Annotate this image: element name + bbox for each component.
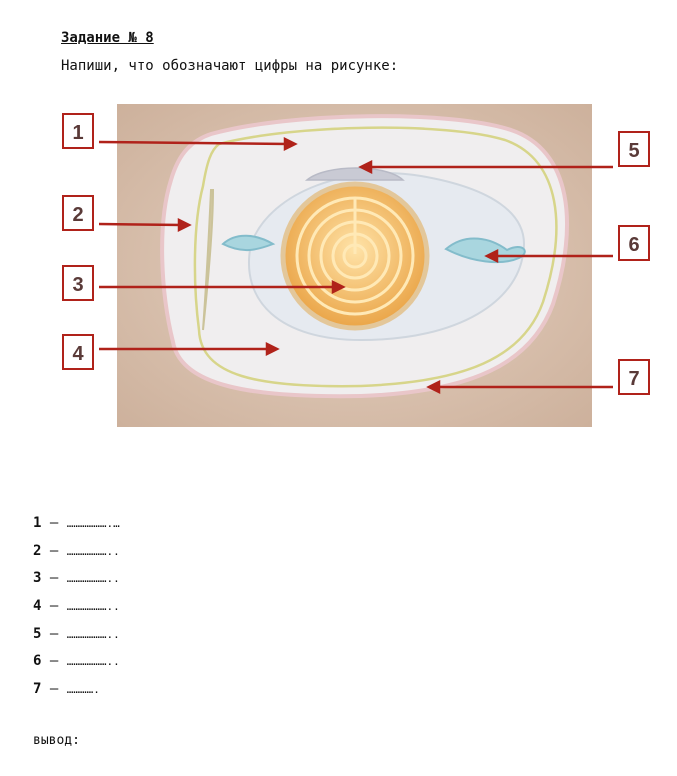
answer-blank: ……………….… [66,517,120,530]
answer-blank: ……………….. [66,655,120,669]
conclusion-label: вывод: [33,733,80,748]
figure-label-1 [63,114,93,148]
answer-list [33,515,120,709]
answer-line: 7 – …………. [33,681,100,698]
answer-line: 5 – ……………….. [33,625,120,642]
answer-line: 3 – ……………….. [33,570,120,587]
svg-text:1: 1 [72,122,84,144]
answer-blank: ……………….. [66,627,120,641]
answer-blank: …………. [66,683,100,697]
egg-structure-figure [61,104,653,427]
svg-text:5: 5 [628,140,640,162]
svg-text:3: 3 [72,274,84,296]
task-instruction: Напиши, что обозначают цифры на рисунке: [61,58,399,74]
task-title: Задание № 8 [61,30,154,46]
answer-line: 4 – ……………….. [33,598,120,615]
answer-line: 6 – ……………….. [33,653,120,670]
figure-label-6 [619,226,649,260]
svg-text:6: 6 [628,234,640,256]
answer-blank: ……………….. [66,572,120,586]
answer-line: 2 – ……………….. [33,542,120,559]
figure-label-3 [63,266,93,300]
figure-label-7 [619,360,649,394]
figure-label-5 [619,132,649,166]
svg-text:7: 7 [628,368,640,390]
svg-text:4: 4 [72,343,84,365]
answer-line: 1 – ……………….… [33,515,120,531]
answer-blank: ……………….. [66,544,120,558]
figure-label-4 [63,335,93,369]
answer-blank: ……………….. [66,600,120,614]
svg-text:2: 2 [72,204,84,226]
figure-label-2 [63,196,93,230]
